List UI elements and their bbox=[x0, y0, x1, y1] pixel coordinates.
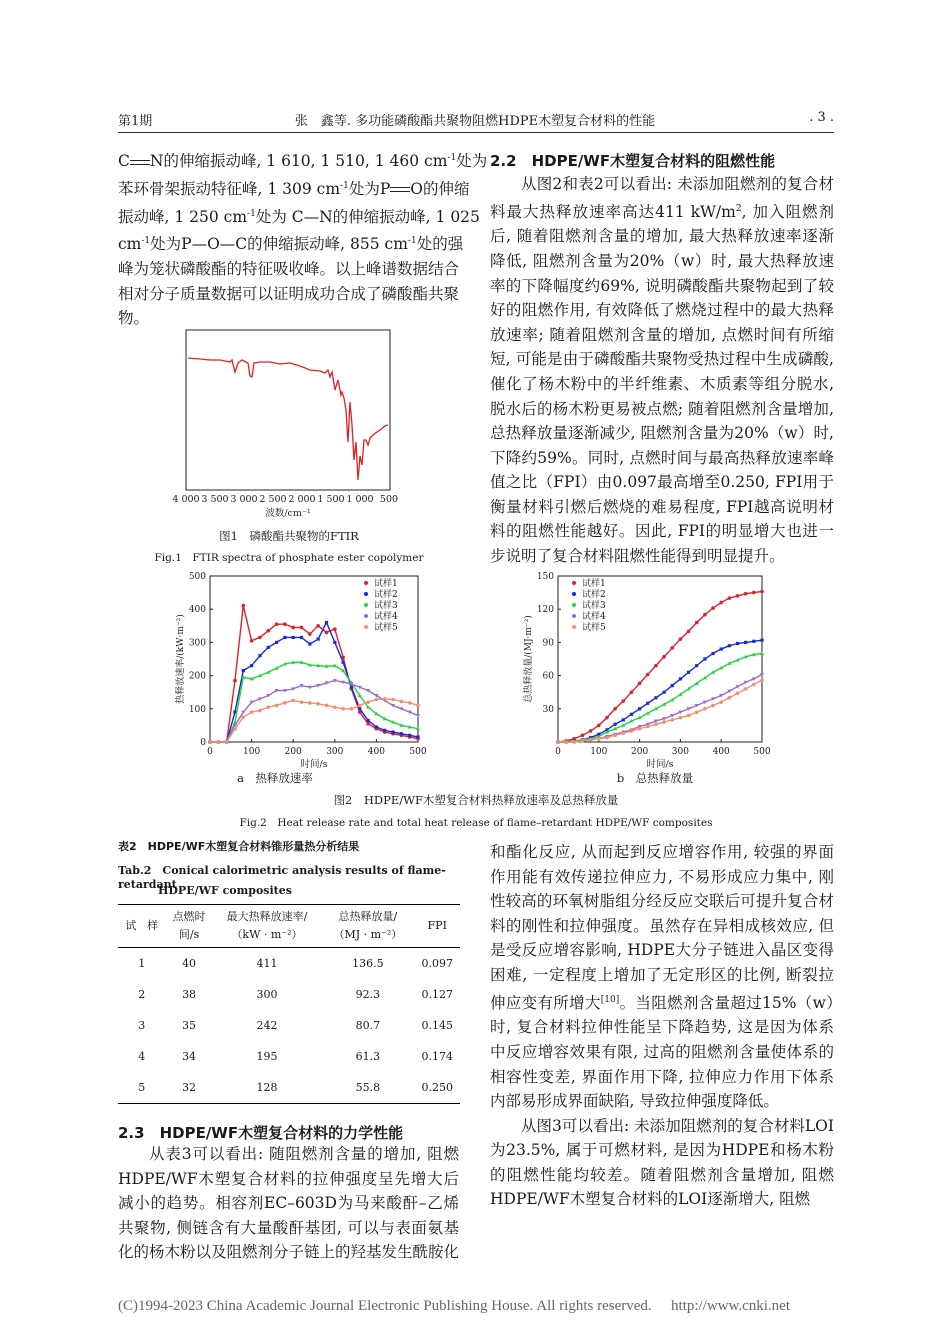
data-point bbox=[250, 664, 253, 667]
section-2-2-body bbox=[490, 172, 834, 569]
text: 。当阻燃剂含量超过15%（w）时, 复合材料拉伸性能呈下降趋势, 这是因为体系中反应增容效果有限, 过高的阻燃剂含量使体系的相容性变差, 界面作用下降, 拉伸应力作用下体系内部易形成界面缺陷, 导致拉伸强度降低。 bbox=[490, 993, 834, 1111]
cell: 55.8 bbox=[355, 1081, 381, 1094]
section-2-3-body bbox=[118, 1142, 459, 1265]
cell: 3 bbox=[138, 1019, 146, 1032]
data-point bbox=[687, 630, 691, 634]
data-point bbox=[589, 738, 593, 742]
data-point bbox=[670, 718, 674, 722]
data-point bbox=[366, 719, 369, 722]
x-tick-label: 400 bbox=[367, 747, 385, 757]
data-point bbox=[695, 710, 699, 714]
x-tick-label: 400 bbox=[712, 747, 730, 757]
text: C bbox=[118, 152, 130, 171]
data-point bbox=[241, 604, 245, 608]
cell: 38 bbox=[182, 988, 197, 1001]
legend-marker bbox=[364, 581, 368, 585]
th-fpi bbox=[415, 905, 461, 948]
data-point bbox=[605, 716, 609, 720]
data-point bbox=[662, 691, 665, 694]
data-point bbox=[621, 699, 625, 703]
series-line-5 bbox=[210, 699, 418, 742]
data-point bbox=[391, 698, 395, 702]
data-point bbox=[687, 714, 691, 718]
data-point bbox=[242, 669, 245, 672]
legend-label: 试样3 bbox=[374, 601, 398, 611]
series-line-2 bbox=[558, 640, 762, 742]
data-point bbox=[638, 707, 641, 710]
paragraph: 从图3可以看出: 未添加阻燃剂的复合材料LOI为23.5%, 属于可燃材料, 是因为HDPE和杨木粉的阻燃性能均较差。随着阻燃剂含量增加, 阻燃HDPE/WF木塑复合材料的LOI逐渐增大, 阻燃 bbox=[490, 1116, 834, 1209]
data-point bbox=[711, 704, 715, 708]
table-row bbox=[118, 1010, 460, 1041]
data-point bbox=[760, 678, 764, 682]
data-point bbox=[654, 722, 658, 726]
table-row bbox=[118, 948, 460, 980]
legend-label: 试样1 bbox=[374, 579, 398, 589]
y-axis-label: 总热释放量/(MJ·m⁻²) bbox=[524, 615, 534, 703]
x-tick-label: 0 bbox=[207, 747, 213, 757]
data-point bbox=[711, 652, 714, 655]
cell: 40 bbox=[182, 957, 197, 970]
data-point bbox=[292, 636, 295, 639]
cell: 2 bbox=[138, 988, 146, 1001]
data-point bbox=[258, 636, 262, 640]
cell: 0.097 bbox=[421, 957, 453, 970]
data-point bbox=[646, 725, 650, 729]
fig1-caption-en: Fig.1 FTIR spectra of phosphate ester copolymer bbox=[154, 552, 424, 564]
section-2-3-text: 从表3可以看出: 随阻燃剂含量的增加, 阻燃HDPE/WF木塑复合材料的拉伸强度呈先增大后减小的趋势。相容剂EC–603D为马来酸酐–乙烯共聚物, 侧链含有大量酸酐基团, 可以与表面氨基化的杨木粉以及阻燃剂分子链上的羟基发生酰胺化 bbox=[118, 1145, 460, 1262]
data-point bbox=[662, 655, 666, 659]
data-point bbox=[416, 704, 420, 708]
legend-marker bbox=[572, 614, 576, 618]
data-point bbox=[703, 613, 707, 617]
data-point bbox=[416, 735, 419, 738]
data-point bbox=[400, 700, 404, 704]
data-point bbox=[400, 732, 403, 735]
legend-marker bbox=[364, 625, 368, 629]
data-point bbox=[267, 646, 270, 649]
data-point bbox=[317, 637, 320, 640]
cell: 0.145 bbox=[421, 1019, 453, 1032]
x-tick-label: 200 bbox=[284, 747, 302, 757]
cell: 128 bbox=[256, 1081, 278, 1094]
y-tick-label: 200 bbox=[188, 671, 206, 682]
data-point bbox=[275, 641, 278, 644]
journal-issue: 第1期 bbox=[118, 114, 153, 129]
th-text: 试 样 bbox=[125, 919, 159, 932]
data-point bbox=[622, 718, 625, 721]
th-text: FPI bbox=[427, 919, 447, 932]
text: 从图2和表2可以看出: 未添加阻燃剂的复合材料最大热释放速率高达411 kW/m bbox=[490, 175, 834, 221]
data-point bbox=[325, 631, 329, 635]
data-point bbox=[752, 591, 756, 595]
sup: -1 bbox=[340, 180, 349, 191]
data-point bbox=[375, 725, 378, 728]
ftir-tick: 4 000 bbox=[172, 494, 200, 505]
ftir-spectrum-line bbox=[188, 358, 388, 480]
data-point bbox=[728, 596, 732, 600]
data-point bbox=[736, 594, 740, 598]
double-bond bbox=[390, 187, 410, 192]
ftir-tick: 2 000 bbox=[288, 494, 316, 505]
legend-marker bbox=[572, 625, 576, 629]
data-point bbox=[630, 713, 633, 716]
citation: [10] bbox=[600, 994, 620, 1005]
data-point bbox=[300, 626, 304, 630]
data-point bbox=[760, 639, 763, 642]
table-row bbox=[118, 979, 460, 1010]
text: 振动峰, 1 250 cm bbox=[118, 207, 248, 226]
data-point bbox=[589, 729, 593, 733]
sup: -1 bbox=[407, 236, 417, 247]
data-point bbox=[300, 636, 303, 639]
ftir-tick: 2 500 bbox=[259, 494, 287, 505]
text: 处为 bbox=[456, 152, 488, 171]
fig2-caption-cn: 图2 HDPE/WF木塑复合材料热释放速率及总热释放量 bbox=[333, 793, 619, 807]
data-point bbox=[695, 664, 698, 667]
data-point bbox=[342, 661, 345, 664]
data-point bbox=[416, 714, 420, 718]
data-point bbox=[250, 710, 254, 714]
data-point bbox=[258, 654, 261, 657]
data-point bbox=[250, 639, 254, 643]
data-point bbox=[662, 720, 666, 724]
th-thr bbox=[321, 905, 414, 948]
cell: 35 bbox=[182, 1019, 197, 1032]
text: O的伸缩 bbox=[410, 179, 470, 198]
legend-label: 试样1 bbox=[582, 579, 606, 589]
table2 bbox=[118, 904, 460, 1104]
data-point bbox=[350, 707, 354, 711]
th-phrr bbox=[213, 905, 322, 948]
cell: 0.250 bbox=[421, 1081, 453, 1094]
legend-marker bbox=[364, 592, 368, 596]
right-bottom-body bbox=[490, 840, 834, 1212]
data-point bbox=[325, 621, 328, 624]
intro-rest: 峰为笼状磷酸酯的特征吸收峰。以上峰谱数据结合相对分子质量数据可以证明成功合成了磷酸酯共聚物。 bbox=[118, 260, 460, 328]
data-point bbox=[736, 642, 739, 645]
data-point bbox=[728, 696, 732, 700]
cell: 92.3 bbox=[355, 988, 381, 1001]
data-point bbox=[366, 700, 370, 704]
data-point bbox=[358, 704, 362, 708]
data-point bbox=[613, 734, 617, 738]
data-point bbox=[581, 739, 585, 743]
data-point bbox=[391, 730, 394, 733]
data-point bbox=[744, 687, 748, 691]
ftir-xlabel: 波数/cm⁻¹ bbox=[265, 508, 311, 519]
x-tick-label: 100 bbox=[590, 747, 608, 757]
cell: 1 bbox=[138, 957, 146, 970]
data-point bbox=[744, 592, 748, 596]
ftir-tick: 3 000 bbox=[230, 494, 258, 505]
data-point bbox=[408, 734, 411, 737]
th-text: 总热释放量/ bbox=[338, 910, 398, 923]
page-number: . 3 . bbox=[809, 110, 834, 125]
legend-marker bbox=[364, 614, 368, 618]
data-point bbox=[266, 705, 270, 709]
data-point bbox=[597, 724, 601, 728]
data-point bbox=[679, 677, 682, 680]
hrr-chart bbox=[170, 570, 440, 770]
x-tick-label: 500 bbox=[753, 747, 771, 757]
data-point bbox=[333, 627, 337, 631]
text: 处的强 bbox=[416, 235, 464, 254]
data-point bbox=[752, 683, 756, 687]
data-point bbox=[679, 716, 683, 720]
fig2a-label: a 热释放速率 bbox=[237, 771, 313, 785]
data-point bbox=[646, 702, 649, 705]
data-point bbox=[300, 700, 304, 704]
data-point bbox=[283, 636, 286, 639]
data-point bbox=[275, 704, 279, 708]
cell: 300 bbox=[256, 988, 278, 1001]
data-point bbox=[366, 722, 370, 726]
data-point bbox=[695, 621, 699, 625]
data-point bbox=[638, 682, 642, 686]
data-point bbox=[208, 740, 212, 744]
text: 和酯化反应, 从而起到反应增容作用, 较强的界面作用能有效传递拉伸应力, 不易形成应力集中, 刚性较高的环氧树脂组分经反应交联后可提升复合材料的刚性和拉伸强度。虽然存在异相成核效应, 但是受反应增容影响, HDPE大分子链进入晶区变得困难, 一定程度上增加了无定形区的比例, 断裂拉伸应变有所增大 bbox=[490, 843, 834, 1012]
cell: 5 bbox=[138, 1081, 146, 1094]
legend-label: 试样2 bbox=[582, 590, 606, 600]
x-tick-label: 0 bbox=[555, 747, 561, 757]
data-point bbox=[752, 640, 755, 643]
y-tick-label: 0 bbox=[200, 738, 206, 748]
text: 处为 C—N的伸缩振动峰, 1 025 bbox=[255, 207, 480, 226]
data-point bbox=[266, 629, 270, 633]
x-tick-label: 200 bbox=[631, 747, 649, 757]
text: 处为P bbox=[348, 179, 391, 198]
th-text: （kW · m⁻²） bbox=[231, 928, 303, 941]
data-point bbox=[333, 705, 337, 709]
y-tick-label: 60 bbox=[542, 671, 554, 682]
data-point bbox=[564, 740, 568, 744]
data-point bbox=[679, 637, 683, 641]
data-point bbox=[646, 673, 650, 677]
data-point bbox=[375, 698, 379, 702]
section-2-3-heading: 2.3 HDPE/WF木塑复合材料的力学性能 bbox=[118, 1124, 404, 1142]
data-point bbox=[383, 697, 387, 701]
fig2-caption-en: Fig.2 Heat release rate and total heat release of flame–retardant HDPE/WF composites bbox=[239, 817, 713, 829]
text: 苯环骨架振动特征峰, 1 309 cm bbox=[118, 179, 341, 198]
data-point bbox=[613, 707, 617, 711]
cell: 136.5 bbox=[352, 957, 384, 970]
data-point bbox=[719, 700, 723, 704]
table2-title-cn: 表2 HDPE/WF木塑复合材料锥形量热分析结果 bbox=[118, 840, 360, 853]
data-point bbox=[325, 704, 329, 708]
ftir-tick: 500 bbox=[379, 494, 399, 505]
cell: 61.3 bbox=[355, 1050, 381, 1063]
data-point bbox=[225, 740, 229, 744]
y-tick-label: 100 bbox=[188, 704, 206, 715]
th-text: 点燃时 bbox=[172, 910, 206, 923]
ftir-tick: 1 500 bbox=[317, 494, 345, 505]
double-bond bbox=[130, 160, 150, 165]
ftir-figure bbox=[172, 330, 400, 520]
th-text: 间/s bbox=[178, 928, 200, 941]
data-point bbox=[719, 601, 723, 605]
legend-label: 试样3 bbox=[582, 601, 606, 611]
y-axis-label: 热释放速率/(kW·m⁻²) bbox=[176, 614, 186, 704]
data-point bbox=[383, 729, 386, 732]
sup: -1 bbox=[447, 153, 457, 163]
text: cm bbox=[118, 235, 142, 254]
data-point bbox=[308, 632, 312, 636]
legend-label: 试样5 bbox=[582, 623, 606, 633]
fig2b-label: b 总热释放量 bbox=[616, 771, 694, 785]
data-point bbox=[358, 707, 361, 710]
data-point bbox=[241, 715, 245, 719]
data-point bbox=[258, 709, 262, 713]
data-point bbox=[408, 701, 412, 705]
data-point bbox=[350, 686, 353, 689]
legend-label: 试样4 bbox=[374, 612, 398, 622]
y-tick-label: 90 bbox=[542, 638, 554, 649]
x-axis-label: 时间/s bbox=[300, 759, 328, 770]
data-point bbox=[217, 740, 221, 744]
data-point bbox=[711, 606, 715, 610]
table-row bbox=[118, 1041, 460, 1072]
series-line-2 bbox=[210, 622, 418, 742]
data-point bbox=[283, 701, 287, 705]
data-point bbox=[654, 664, 658, 668]
legend-marker bbox=[572, 603, 576, 607]
data-point bbox=[308, 701, 312, 705]
cell: 242 bbox=[256, 1019, 278, 1032]
sup: -1 bbox=[141, 236, 151, 247]
text: 处为P—O—C的伸缩振动峰, 855 cm bbox=[150, 235, 408, 254]
data-point bbox=[687, 671, 690, 674]
data-point bbox=[275, 622, 279, 626]
cell: 34 bbox=[182, 1050, 197, 1063]
cell: 0.174 bbox=[421, 1050, 453, 1063]
data-point bbox=[736, 692, 740, 696]
data-point bbox=[605, 736, 609, 740]
data-point bbox=[341, 707, 345, 711]
series-line-3 bbox=[558, 653, 762, 742]
data-point bbox=[316, 702, 320, 706]
data-point bbox=[597, 737, 601, 741]
data-point bbox=[333, 641, 336, 644]
data-point bbox=[316, 624, 320, 628]
data-point bbox=[744, 641, 747, 644]
table-row bbox=[118, 1072, 460, 1104]
sup: -1 bbox=[247, 208, 256, 219]
data-point bbox=[291, 699, 295, 703]
sup: 2 bbox=[735, 203, 742, 214]
x-axis-label: 时间/s bbox=[646, 759, 674, 770]
copyright-footer: (C)1994-2023 China Academic Journal Electronic Publishing House. All rights reserved. bbox=[118, 1298, 652, 1314]
data-point bbox=[573, 740, 577, 744]
th-sample bbox=[118, 905, 165, 948]
data-point bbox=[614, 723, 617, 726]
data-point bbox=[671, 684, 674, 687]
legend-label: 试样2 bbox=[374, 590, 398, 600]
cell: 4 bbox=[138, 1050, 146, 1063]
data-point bbox=[308, 642, 311, 645]
data-point bbox=[670, 646, 674, 650]
th-text: 最大热释放速率/ bbox=[226, 910, 308, 923]
intro-paragraph bbox=[118, 146, 488, 331]
legend-marker bbox=[572, 592, 576, 596]
running-title: 张 鑫等. 多功能磷酸酯共聚物阻燃HDPE木塑复合材料的性能 bbox=[294, 114, 656, 129]
y-tick-label: 300 bbox=[188, 638, 206, 649]
header-rule bbox=[118, 132, 834, 133]
data-point bbox=[621, 731, 625, 735]
data-point bbox=[720, 647, 723, 650]
data-point bbox=[581, 734, 585, 738]
x-tick-label: 300 bbox=[671, 747, 689, 757]
data-point bbox=[654, 696, 657, 699]
data-point bbox=[703, 657, 706, 660]
data-point bbox=[283, 622, 287, 626]
y-tick-label: 120 bbox=[536, 605, 554, 616]
y-tick-label: 500 bbox=[188, 572, 206, 582]
ftir-tick: 1 000 bbox=[346, 494, 374, 505]
x-tick-label: 500 bbox=[409, 747, 427, 757]
table2-title-en-2: HDPE/WF composites bbox=[158, 884, 292, 897]
data-point bbox=[630, 690, 634, 694]
y-tick-label: 30 bbox=[542, 704, 554, 715]
data-point bbox=[630, 729, 634, 733]
y-tick-label: 400 bbox=[188, 605, 206, 616]
data-point bbox=[638, 727, 642, 731]
data-point bbox=[233, 679, 237, 683]
cnki-url: http://www.cnki.net bbox=[670, 1298, 790, 1314]
data-point bbox=[728, 644, 731, 647]
section-2-2-heading: 2.2 HDPE/WF木塑复合材料的阻燃性能 bbox=[490, 152, 776, 170]
cell: 411 bbox=[256, 957, 278, 970]
data-point bbox=[233, 727, 237, 731]
text: N的伸缩振动峰, 1 610, 1 510, 1 460 cm bbox=[149, 152, 448, 171]
text: , 加入阻燃剂后, 随着阻燃剂含量的增加, 最大热释放速率逐渐降低, 阻燃剂含量为20%（w）时, 最大热释放速率的下降幅度约69%, 说明磷酸酯共聚物起到了较好的阻燃作用, 有效降低了燃烧过程中的最大热释放速率; 随着阻燃剂含量的增加, 点燃时间有所缩短, 可能是由于磷酸酯共聚物受热过程中生成磷酸, 催化了杨木粉中的半纤维素、木质素等组分脱水, 脱水后的杨木粉更易被点燃; 随着阻燃剂含量增加, 总热释放量逐渐减少, 阻燃剂含量为20%（w）时, 下降约59%。同时, 点燃时间与最高热释放速率峰值之比（FPI）由0.097最高增至0.250, FPI用于衡量材料引燃后燃烧的难易程度, FPI越高说明材料的阻燃性能越好。因此, FPI的明显增大也进一步说明了复合材料阻燃性能得到明显提升。 bbox=[490, 202, 834, 566]
cell: 32 bbox=[182, 1081, 197, 1094]
data-point bbox=[556, 740, 560, 744]
x-tick-label: 100 bbox=[243, 747, 261, 757]
legend-marker bbox=[572, 581, 576, 585]
th-text: （MJ · m⁻²） bbox=[333, 928, 403, 941]
data-point bbox=[291, 626, 295, 630]
table2-title-en: Tab.2 Conical calorimetric analysis results of flame-retardant bbox=[118, 864, 446, 891]
cell: 80.7 bbox=[355, 1019, 381, 1032]
data-point bbox=[703, 707, 707, 711]
cell: 0.127 bbox=[421, 988, 453, 1001]
cell: 195 bbox=[256, 1050, 278, 1063]
y-tick-label: 150 bbox=[536, 572, 554, 582]
data-point bbox=[760, 590, 764, 594]
th-ignition bbox=[165, 905, 212, 948]
x-tick-label: 300 bbox=[326, 747, 344, 757]
legend-label: 试样5 bbox=[374, 623, 398, 633]
thr-chart bbox=[518, 570, 778, 770]
fig1-caption-cn: 图1 磷酸酯共聚物的FTIR bbox=[219, 529, 359, 543]
table-header-row bbox=[118, 905, 460, 948]
ftir-tick: 3 500 bbox=[201, 494, 229, 505]
legend-marker bbox=[364, 603, 368, 607]
legend-label: 试样4 bbox=[582, 612, 606, 622]
